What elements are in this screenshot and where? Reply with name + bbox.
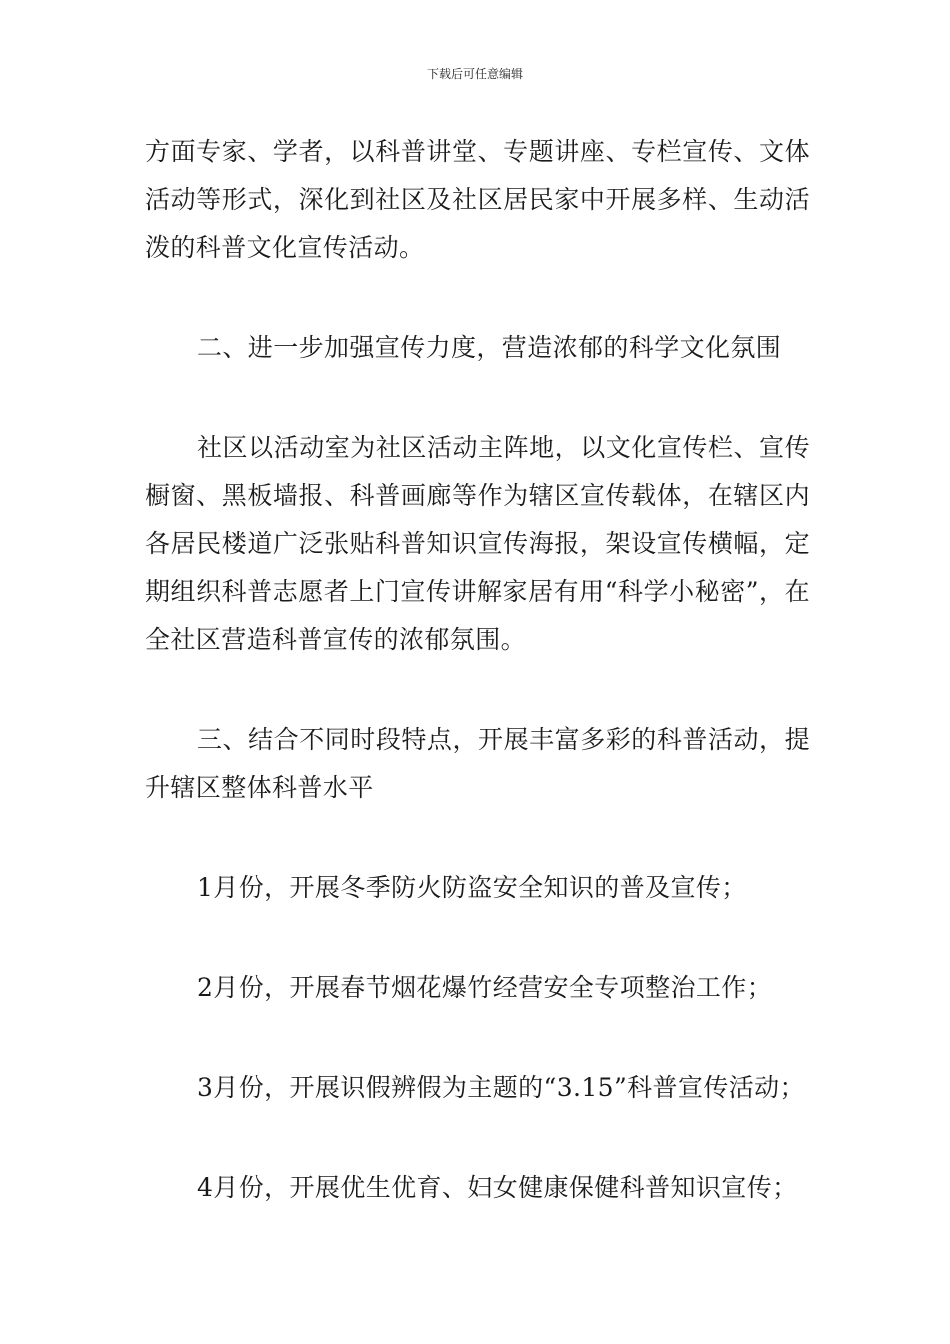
- list-item-april: 4月份，开展优生优育、妇女健康保健科普知识宣传；: [197, 1173, 798, 1202]
- list-item-january: 1月份，开展冬季防火防盗安全知识的普及宣传；: [197, 873, 747, 902]
- paragraph-gap: [145, 1112, 810, 1164]
- paragraph-gap: [145, 912, 810, 964]
- paragraph-gap: [145, 272, 810, 324]
- paragraph-gap: [145, 1012, 810, 1064]
- paragraph-section-2-body: 社区以活动室为社区活动主阵地，以文化宣传栏、宣传橱窗、黑板墙报、科普画廊等作为辖区宣传载体，在辖区内各居民楼道广泛张贴科普知识宣传海报，架设宣传横幅，定期组织科普志愿者上门宣传讲解家居有用“科学小秘密”，在全社区营造科普宣传的浓郁氛围。: [145, 433, 810, 654]
- paragraph-intro-continuation: 方面专家、学者，以科普讲堂、专题讲座、专栏宣传、文体活动等形式，深化到社区及社区居民家中开展多样、生动活泼的科普文化宣传活动。: [145, 137, 810, 262]
- section-heading-2: 二、进一步加强宣传力度，营造浓郁的科学文化氛围: [197, 333, 782, 362]
- section-heading-3: 三、结合不同时段特点，开展丰富多彩的科普活动，提升辖区整体科普水平: [145, 725, 810, 802]
- list-item-february: 2月份，开展春节烟花爆竹经营安全专项整治工作；: [197, 973, 773, 1002]
- paragraph-gap: [145, 812, 810, 864]
- paragraph-gap: [145, 664, 810, 716]
- page-header: 下载后可任意编辑: [426, 67, 523, 81]
- list-item-march: 3月份，开展识假辨假为主题的“3.15”科普宣传活动；: [197, 1073, 805, 1102]
- document-body: [145, 128, 810, 1212]
- paragraph-gap: [145, 372, 810, 424]
